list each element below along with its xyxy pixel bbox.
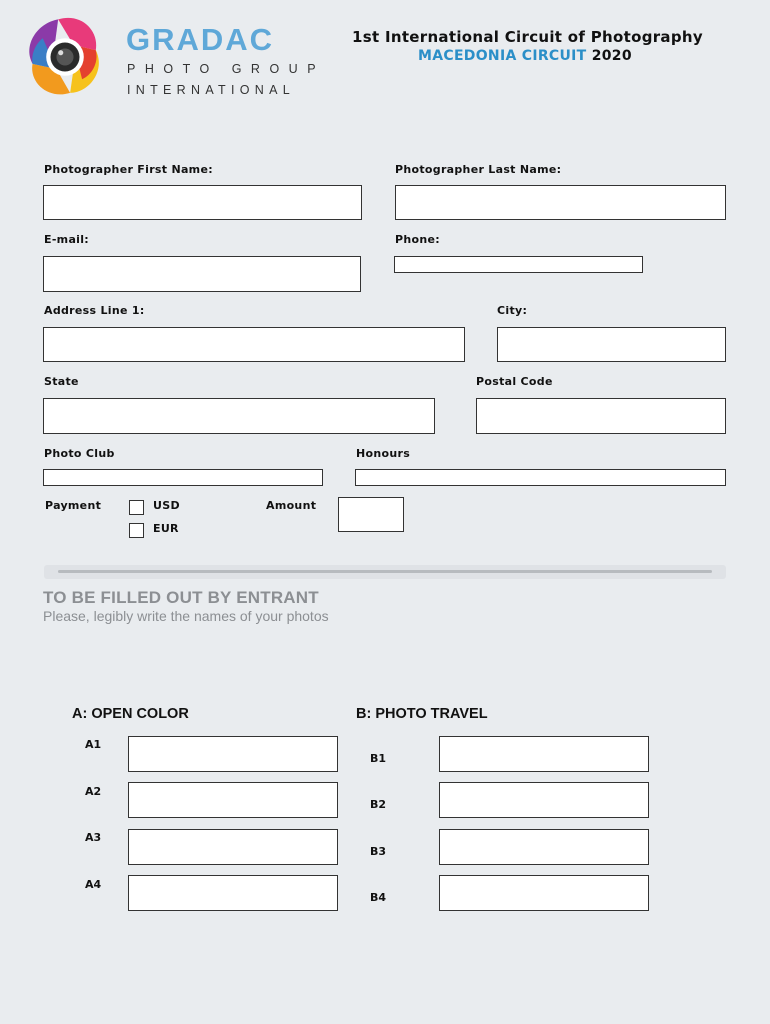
gradac-logo-icon (22, 16, 108, 98)
first-name-field[interactable] (43, 185, 362, 220)
a2-label: A2 (85, 785, 102, 798)
a1-label: A1 (85, 738, 102, 751)
amount-label: Amount (266, 499, 317, 512)
address-label: Address Line 1: (44, 304, 145, 317)
circuit-year: 2020 (591, 48, 632, 64)
section-a-title: A: OPEN COLOR (72, 706, 189, 722)
b3-label: B3 (370, 845, 387, 858)
phone-label: Phone: (395, 233, 440, 246)
a1-title-field[interactable] (128, 736, 338, 772)
a3-label: A3 (85, 831, 102, 844)
photo-club-label: Photo Club (44, 447, 115, 460)
eur-checkbox[interactable] (129, 523, 144, 538)
a3-title-field[interactable] (128, 829, 338, 865)
brand-line-international: INTERNATIONAL (127, 83, 295, 97)
entrant-instruction: Please, legibly write the names of your photos (43, 608, 329, 624)
usd-label: USD (153, 499, 180, 512)
b1-label: B1 (370, 752, 387, 765)
brand-line-photo-group: PHOTO GROUP (127, 62, 326, 76)
state-label: State (44, 375, 79, 388)
circuit-name: MACEDONIA CIRCUIT (418, 48, 587, 64)
postal-code-label: Postal Code (476, 375, 553, 388)
a2-title-field[interactable] (128, 782, 338, 818)
city-label: City: (497, 304, 528, 317)
b1-title-field[interactable] (439, 736, 649, 772)
city-field[interactable] (497, 327, 726, 362)
circuit-title: 1st International Circuit of Photography (352, 28, 703, 46)
state-field[interactable] (43, 398, 435, 434)
section-divider (44, 565, 726, 579)
last-name-field[interactable] (395, 185, 726, 220)
postal-code-field[interactable] (476, 398, 726, 434)
last-name-label: Photographer Last Name: (395, 163, 562, 176)
email-field[interactable] (43, 256, 361, 292)
photo-club-field[interactable] (43, 469, 323, 486)
payment-label: Payment (45, 499, 102, 512)
b2-title-field[interactable] (439, 782, 649, 818)
usd-checkbox[interactable] (129, 500, 144, 515)
honours-label: Honours (356, 447, 411, 460)
b4-title-field[interactable] (439, 875, 649, 911)
b4-label: B4 (370, 891, 387, 904)
phone-field[interactable] (394, 256, 643, 273)
address-field[interactable] (43, 327, 465, 362)
first-name-label: Photographer First Name: (44, 163, 213, 176)
circuit-subtitle (418, 48, 632, 64)
a4-label: A4 (85, 878, 102, 891)
eur-label: EUR (153, 522, 179, 535)
b3-title-field[interactable] (439, 829, 649, 865)
section-b-title: B: PHOTO TRAVEL (356, 706, 488, 722)
amount-field[interactable] (338, 497, 404, 532)
brand-name: GRADAC (126, 22, 275, 57)
a4-title-field[interactable] (128, 875, 338, 911)
b2-label: B2 (370, 798, 387, 811)
honours-field[interactable] (355, 469, 726, 486)
email-label: E-mail: (44, 233, 90, 246)
entrant-section-title: TO BE FILLED OUT BY ENTRANT (43, 588, 319, 607)
